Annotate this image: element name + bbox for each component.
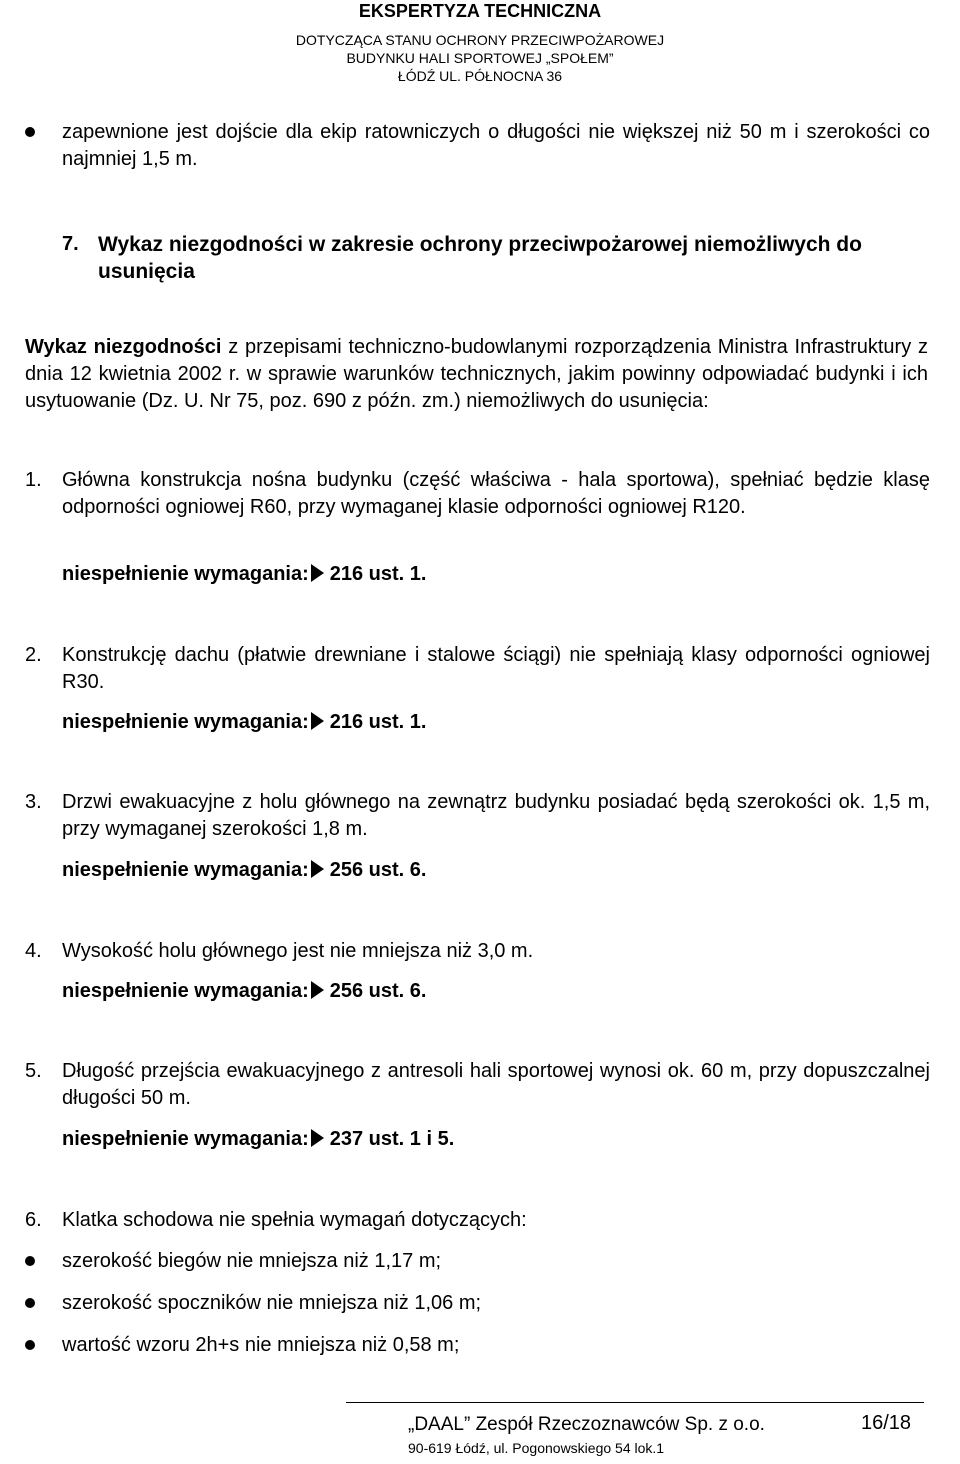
item-text: Długość przejścia ewakuacyjnego z antresoli hali sportowej wynosi ok. 60 m, przy dopuszczalnej długości 50 m. xyxy=(62,1060,930,1109)
item-number: 4. xyxy=(25,940,42,962)
item-text: Konstrukcję dachu (płatwie drewniane i stalowe ściągi) nie spełniają klasy odporności ogniowej R30. xyxy=(62,644,930,693)
requirement-label: niespełnienie wymagania: xyxy=(62,711,309,733)
arrow-icon xyxy=(311,860,324,878)
bullet-dot xyxy=(25,127,35,137)
requirement-line xyxy=(62,1126,454,1153)
item-number: 1. xyxy=(25,469,42,491)
footer-company: „DAAL” Zespół Rzeczoznawców Sp. z o.o. xyxy=(408,1414,765,1435)
requirement-ref: 237 ust. 1 i 5. xyxy=(329,1128,455,1150)
footer-divider xyxy=(346,1402,924,1403)
item-number: 3. xyxy=(25,791,42,813)
requirement-label: niespełnienie wymagania: xyxy=(62,563,309,585)
item-number: 2. xyxy=(25,644,42,666)
intro-bullet-text: zapewnione jest dojście dla ekip ratowniczych o długości nie większej niż 50 m i szerokości co najmniej 1,5 m. xyxy=(62,121,930,170)
item-text: Klatka schodowa nie spełnia wymagań dotyczących: xyxy=(62,1209,527,1231)
requirement-line xyxy=(62,857,426,884)
footer-address: 90-619 Łódź, ul. Pogonowskiego 54 lok.1 xyxy=(408,1440,665,1456)
lead-paragraph xyxy=(25,334,928,415)
lead-bold-text: Wykaz niezgodności xyxy=(25,336,222,358)
arrow-icon xyxy=(311,981,324,999)
requirement-line xyxy=(62,978,426,1005)
section-title: Wykaz niezgodności w zakresie ochrony przeciwpożarowej niemożliwych do usunięcia xyxy=(98,233,862,283)
bullet-dot xyxy=(25,1256,35,1266)
requirement-ref: 216 ust. 1. xyxy=(329,563,427,585)
document-subtitle: DOTYCZĄCA STANU OCHRONY PRZECIWPOŻAROWEJ xyxy=(295,32,665,48)
item-number: 5. xyxy=(25,1060,42,1082)
arrow-icon xyxy=(311,1129,324,1147)
requirement-ref: 256 ust. 6. xyxy=(329,980,427,1002)
requirement-label: niespełnienie wymagania: xyxy=(62,1128,309,1150)
page-number: 16/18 xyxy=(861,1412,912,1434)
bullet-dot xyxy=(25,1298,35,1308)
requirement-ref: 216 ust. 1. xyxy=(329,711,427,733)
requirement-line xyxy=(62,561,426,588)
document-title: EKSPERTYZA TECHNICZNA xyxy=(358,1,602,21)
item-text: Główna konstrukcja nośna budynku (część właściwa - hala sportowa), spełniać będzie klasę odporności ogniowej R60, przy wymaganej klasie odporności ogniowej R120. xyxy=(62,469,930,518)
requirement-label: niespełnienie wymagania: xyxy=(62,859,309,881)
item-text: Drzwi ewakuacyjne z holu głównego na zewnątrz budynku posiadać będą szerokości ok. 1,5 m, przy wymaganej szerokości 1,8 m. xyxy=(62,791,930,840)
requirement-label: niespełnienie wymagania: xyxy=(62,980,309,1002)
bullet-dot xyxy=(25,1340,35,1350)
building-address: ŁÓDŹ UL. PÓŁNOCNA 36 xyxy=(397,68,563,84)
item-text: Wysokość holu głównego jest nie mniejsza niż 3,0 m. xyxy=(62,940,534,962)
stair-bullet-text: szerokość spoczników nie mniejsza niż 1,06 m; xyxy=(62,1292,482,1314)
lead-text: z przepisami techniczno-budowlanymi rozporządzenia Ministra Infrastruktury z dnia 12 kwietnia 2002 r. w sprawie warunków technicznych, jakim powinny odpowiadać budynki i ich usytuowanie (Dz. U. Nr 75, poz. 690 z późn. zm.) niemożliwych do usunięcia: xyxy=(25,336,928,412)
requirement-line xyxy=(62,709,426,736)
stair-bullet-text: szerokość biegów nie mniejsza niż 1,17 m; xyxy=(62,1250,442,1272)
section-number: 7. xyxy=(62,233,79,255)
requirement-ref: 256 ust. 6. xyxy=(329,859,427,881)
arrow-icon xyxy=(311,564,324,582)
stair-bullet-text: wartość wzoru 2h+s nie mniejsza niż 0,58 m; xyxy=(62,1334,460,1356)
arrow-icon xyxy=(311,712,324,730)
building-name: BUDYNKU HALI SPORTOWEJ „SPOŁEM” xyxy=(346,50,614,66)
item-number: 6. xyxy=(25,1209,42,1231)
